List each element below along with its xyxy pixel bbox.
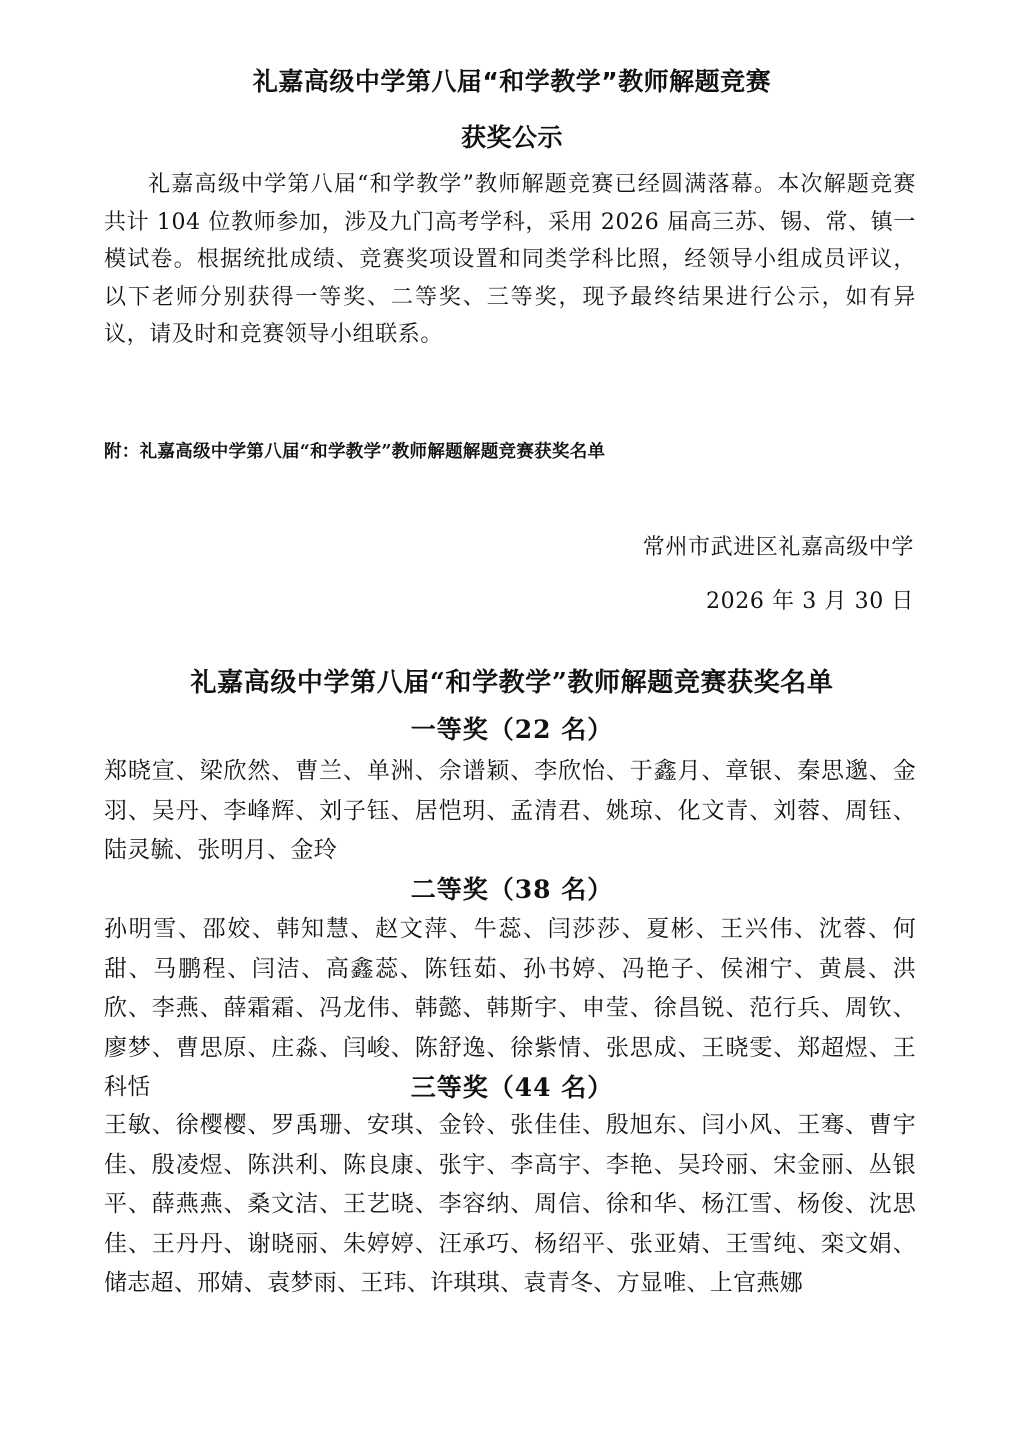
announcement-paragraph: 礼嘉高级中学第八届“和学教学”教师解题竞赛已经圆满落幕。本次解题竞赛共计 104 位教师参加，涉及九门高考学科，采用 2026 届高三苏、锡、常、镇一模试卷。根据统批成绩、竞赛奖项设置和同类学科比照，经领导小组成员评议，以下老师分别获得一等奖、二等奖、三等奖，现予最终结果进行公示，如有异议，请及时和竞赛领导小组联系。 — [104, 172, 916, 347]
second-prize-heading: 二等奖（38 名） — [410, 875, 614, 904]
first-prize-names: 郑晓宣、梁欣然、曹兰、单洲、佘谱颖、李欣怡、于鑫月、章银、秦思邈、金羽、吴丹、李峰辉、刘子钰、居恺玥、孟清君、姚琼、化文青、刘蓉、周钰、陆灵毓、张明月、金玲 — [104, 758, 916, 863]
second-prize-names: 孙明雪、邵姣、韩知慧、赵文萍、牛蕊、闫莎莎、夏彬、王兴伟、沈蓉、何甜、马鹏程、闫洁、高鑫蕊、陈钰茹、孙书婷、冯艳子、侯湘宁、黄晨、洪欣、李燕、薛霜霜、冯龙伟、韩懿、韩斯宇、申莹、徐昌锐、范行兵、周钦、廖梦、曹思原、庄淼、闫峻、陈舒逸、徐紫情、张思成、王晓雯、郑超煜、王科恬 — [104, 916, 916, 1100]
page-title: 礼嘉高级中学第八届“和学教学”教师解题竞赛 — [252, 67, 772, 96]
page-subtitle: 获奖公示 — [460, 123, 563, 152]
signature-organization: 常州市武进区礼嘉高级中学 — [642, 535, 914, 560]
first-prize-heading: 一等奖（22 名） — [410, 715, 614, 744]
third-prize-names: 王敏、徐樱樱、罗禹珊、安琪、金铃、张佳佳、殷旭东、闫小风、王骞、曹宇佳、殷凌煜、陈洪利、陈良康、张宇、李高宇、李艳、吴玲丽、宋金丽、丛银平、薛燕燕、桑文洁、王艺晓、李容纳、周信、徐和华、杨江雪、杨俊、沈思佳、王丹丹、谢晓丽、朱婷婷、汪承巧、杨绍平、张亚婧、王雪纯、栾文娟、储志超、邢婧、袁梦雨、王玮、许琪琪、袁青冬、方显唯、上官燕娜 — [104, 1112, 916, 1296]
third-prize-heading: 三等奖（44 名） — [410, 1073, 614, 1102]
attachment-note: 附：礼嘉高级中学第八届“和学教学”教师解题解题竞赛获奖名单 — [104, 442, 606, 462]
award-list-title: 礼嘉高级中学第八届“和学教学”教师解题竞赛获奖名单 — [190, 668, 834, 698]
signature-date: 2026 年 3 月 30 日 — [706, 589, 914, 614]
